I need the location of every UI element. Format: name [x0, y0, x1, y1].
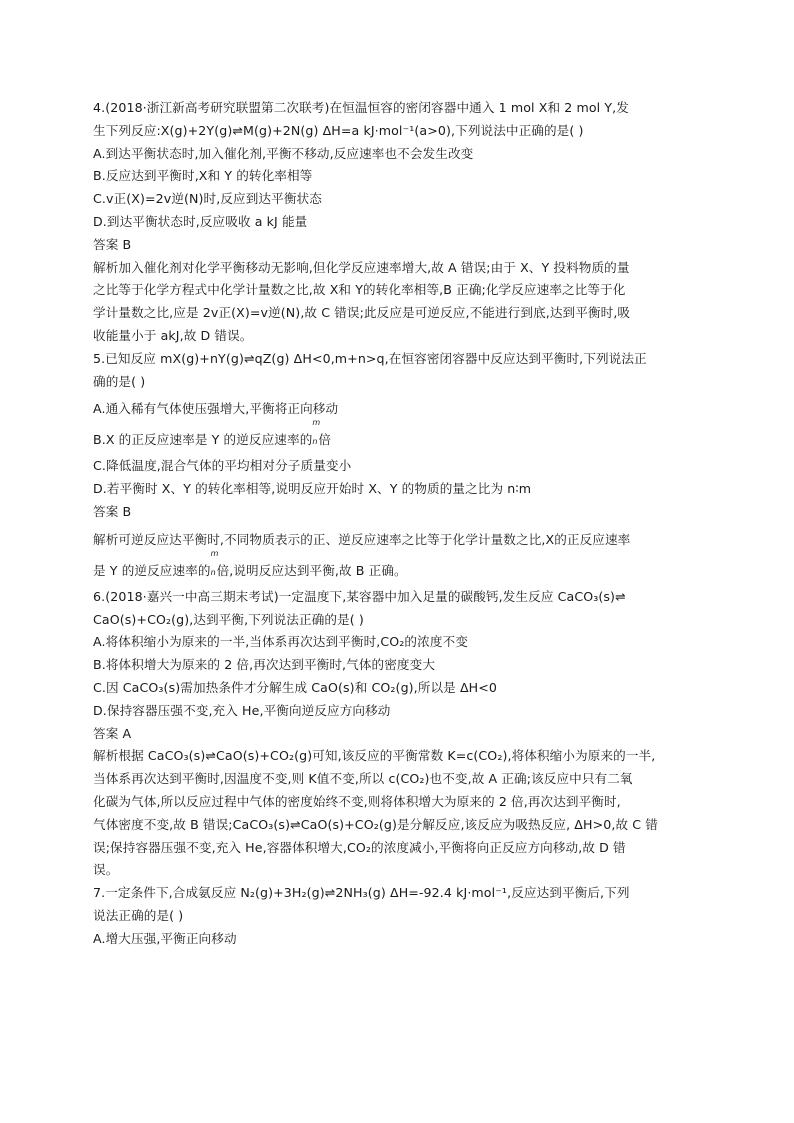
q5-stem-line-1: 5.已知反应 mX(g)+nY(g)⇌qZ(g) ΔH<0,m+n>q,在恒容密闭容器中反应达到平衡时,下列说法正	[93, 350, 647, 366]
q6-option-d: D.保持容器压强不变,充入 He,平衡向逆反应方向移动	[93, 702, 391, 718]
q6-option-a: A.将体积缩小为原来的一半,当体系再次达到平衡时,CO₂的浓度不变	[93, 634, 468, 650]
q7-stem-line-1: 7.一定条件下,合成氨反应 N₂(g)+3H₂(g)⇌2NH₃(g) ΔH=-92.4 kJ·mol⁻¹,反应达到平衡后,下列	[93, 885, 630, 901]
ratio-fraction	[312, 418, 321, 457]
fraction-denominator: n	[312, 437, 318, 447]
q6-explanation-line-4: 气体密度不变,故 B 错误;CaCO₃(s)⇌CaO(s)+CO₂(g)是分解反应,该反应为吸热反应, ΔH>0,故 C 错	[93, 816, 658, 832]
q4-option-a: A.到达平衡状态时,加入催化剂,平衡不移动,反应速率也不会发生改变	[93, 145, 474, 161]
q6-explanation-line-5: 误;保持容器压强不变,充入 He,容器体积增大,CO₂的浓度减小,平衡将向正反应方向移动,故 D 错	[93, 839, 626, 855]
q7-option-a: A.增大压强,平衡正向移动	[93, 930, 237, 946]
q6-explanation-line-1: 解析根据 CaCO₃(s)⇌CaO(s)+CO₂(g)可知,该反应的平衡常数 K=c(CO₂),将体积缩小为原来的一半,	[93, 748, 656, 764]
q5-explanation-suffix: 倍,说明反应达到平衡,故 B 正确。	[216, 562, 407, 578]
q7-stem-line-2: 说法正确的是( )	[93, 907, 184, 923]
q6-explanation-line-3: 化碳为气体,所以反应过程中气体的密度始终不变,则将体积增大为原来的 2 倍,再次达到平衡时,	[93, 793, 621, 809]
q6-option-c: C.因 CaCO₃(s)需加热条件才分解生成 CaO(s)和 CO₂(g),所以是 ΔH<0	[93, 679, 498, 695]
fraction-numerator: m	[312, 418, 321, 428]
q6-answer: 答案 A	[93, 725, 132, 741]
q4-answer: 答案 B	[93, 236, 132, 252]
fraction-denominator: n	[210, 567, 216, 577]
q4-stem-line-1: 4.(2018·浙江新高考研究联盟第二次联考)在恒温恒容的密闭容器中通入 1 mol X和 2 mol Y,发	[93, 100, 629, 115]
q5-explanation-line-1: 解析可逆反应达平衡时,不同物质表示的正、逆反应速率之比等于化学计量数之比,X的正反应速率	[93, 531, 631, 547]
q6-option-b: B.将体积增大为原来的 2 倍,再次达到平衡时,气体的密度变大	[93, 657, 436, 673]
q4-option-b: B.反应达到平衡时,X和 Y 的转化率相等	[93, 168, 313, 184]
q5-option-b-suffix: 倍	[318, 432, 332, 448]
q4-option-d: D.到达平衡状态时,反应吸收 a kJ 能量	[93, 213, 308, 229]
q5-explanation-text: 是 Y 的逆反应速率的	[93, 562, 211, 578]
q4-explanation-line-3: 学计量数之比,应是 2v正(X)=v逆(N),故 C 错误;此反应是可逆反应,不能进行到底,达到平衡时,吸	[93, 305, 631, 321]
q4-explanation-line-1: 解析加入催化剂对化学平衡移动无影响,但化学反应速率增大,故 A 错误;由于 X、Y 投料物质的量	[93, 259, 630, 275]
q5-option-b-text: B.X 的正反应速率是 Y 的逆反应速率的	[93, 432, 313, 448]
q6-explanation-line-2: 当体系再次达到平衡时,因温度不变,则 K值不变,所以 c(CO₂)也不变,故 A 正确;该反应中只有二氧	[93, 771, 633, 787]
q5-option-d: D.若平衡时 X、Y 的转化率相等,说明反应开始时 X、Y 的物质的量之比为 n∶m	[93, 481, 532, 497]
q4-stem-line-2: 生下列反应:X(g)+2Y(g)⇌M(g)+2N(g) ΔH=a kJ·mol⁻¹(a>0),下列说法中正确的是( )	[93, 122, 584, 138]
q6-stem-line-1: 6.(2018·嘉兴一中高三期末考试)一定温度下,某容器中加入足量的碳酸钙,发生反应 CaCO₃(s)⇌	[93, 588, 626, 604]
q6-stem-line-2: CaO(s)+CO₂(g),达到平衡,下列说法正确的是( )	[93, 611, 364, 627]
q5-explanation-line-2	[93, 548, 713, 586]
ratio-fraction	[210, 548, 219, 588]
q5-stem-line-2: 确的是( )	[93, 373, 146, 389]
fraction-numerator: m	[210, 548, 219, 558]
q4-explanation-line-2: 之比等于化学方程式中化学计量数之比,故 X和 Y的转化率相等,B 正确;化学反应速率之比等于化	[93, 282, 626, 298]
q4-explanation-line-4: 收能量小于 akJ,故 D 错误。	[93, 327, 253, 343]
q5-option-c: C.降低温度,混合气体的平均相对分子质量变小	[93, 458, 352, 474]
q4-option-c: C.v正(X)=2v逆(N)时,反应到达平衡状态	[93, 191, 322, 207]
q5-answer: 答案 B	[93, 503, 132, 519]
q6-explanation-line-6: 误。	[93, 862, 119, 878]
q5-option-a: A.通入稀有气体使压强增大,平衡将正向移动	[93, 401, 339, 417]
exercise-page	[93, 97, 713, 951]
q5-option-b	[93, 418, 713, 455]
